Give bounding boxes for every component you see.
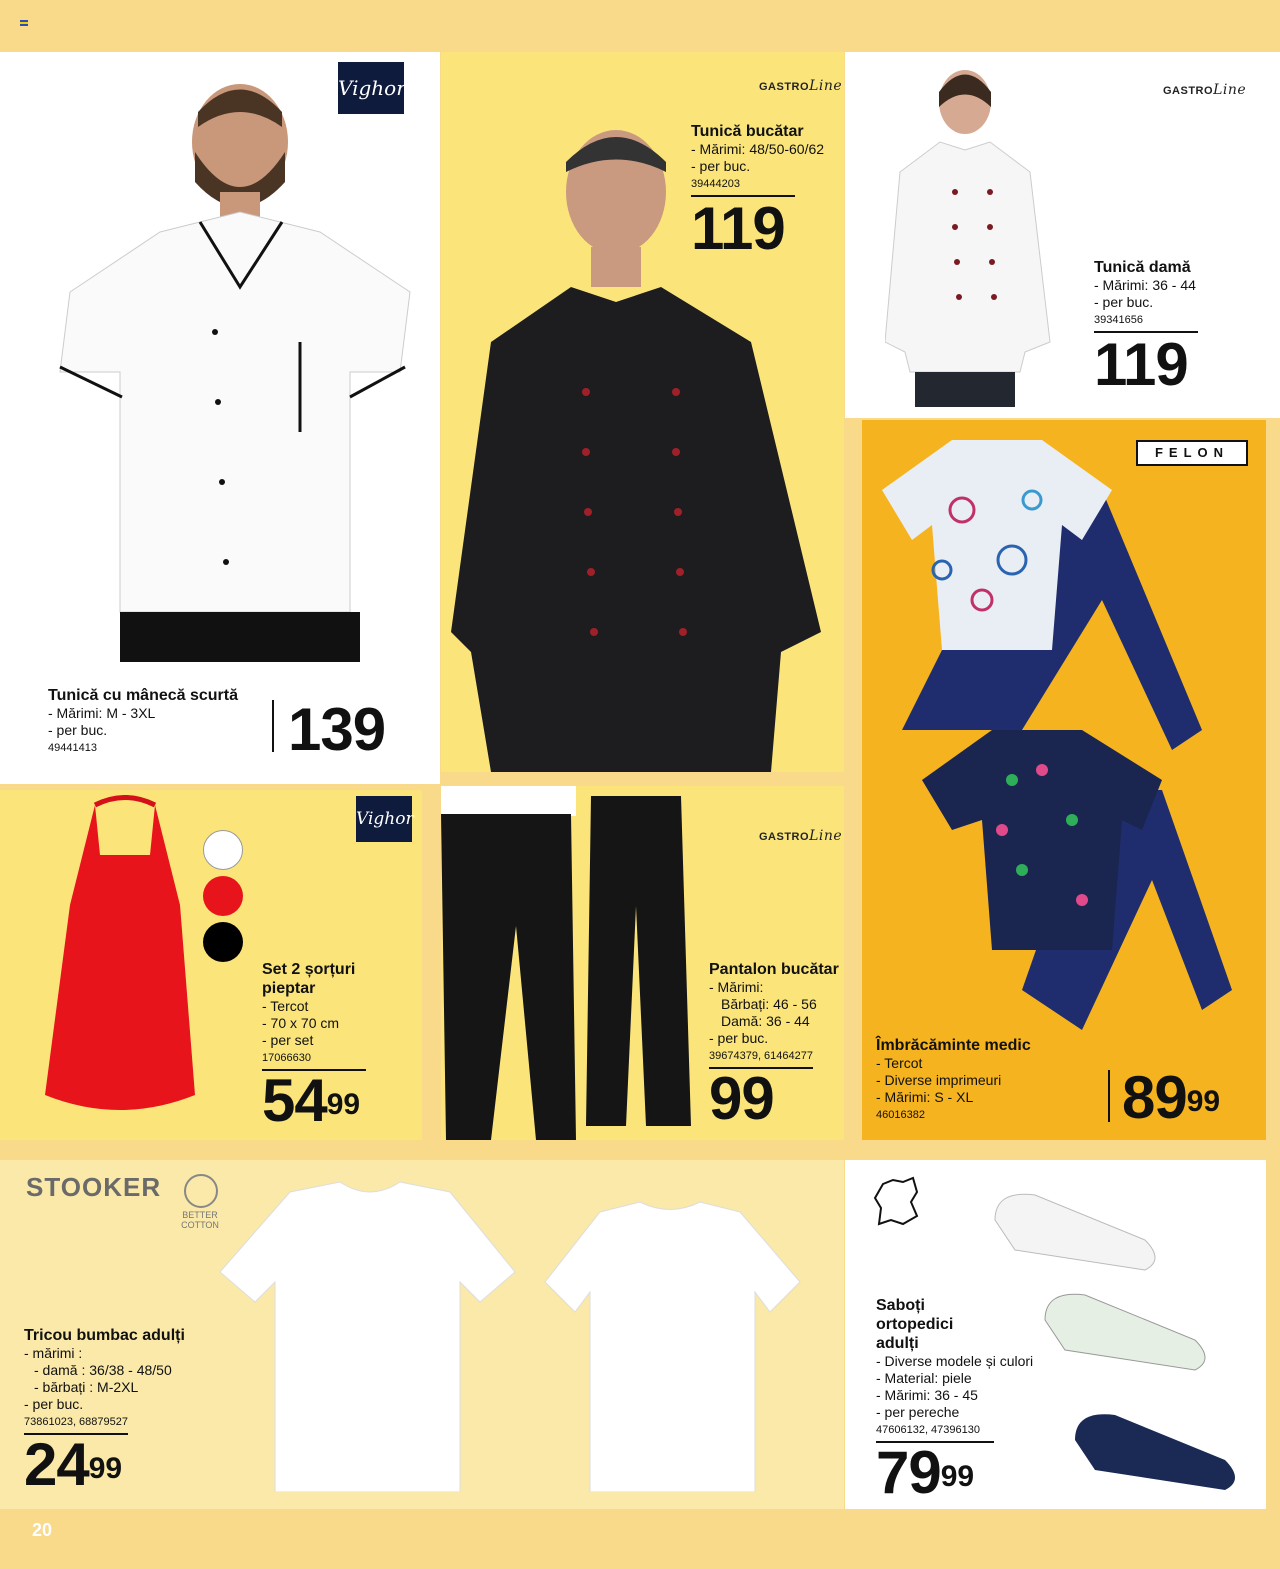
price-divider <box>1108 1070 1110 1122</box>
product-spec: - per buc. <box>691 158 751 174</box>
better-cotton-label: BETTER COTTON <box>181 1210 219 1230</box>
product-code: 39444203 <box>691 178 740 190</box>
price: 99 <box>709 1065 774 1132</box>
top-strip <box>0 0 1280 50</box>
product-spec: - per pereche <box>876 1404 960 1420</box>
product-spec: - Mărimi: M - 3XL <box>48 705 156 721</box>
product-name: Tunică cu mânecă scurtă <box>48 687 238 704</box>
product-spec: - Mărimi: 36 - 45 <box>876 1387 978 1403</box>
product-spec: - per buc. <box>48 722 108 738</box>
product-code: 49441413 <box>48 742 97 754</box>
price: $79^{99}$ <box>876 1439 975 1506</box>
product-spec: - Material: piele <box>876 1370 972 1386</box>
product-spec: Bărbați: 46 - 56 <box>721 996 817 1012</box>
product-name: Tunică bucătar <box>691 123 804 140</box>
product-image-medical-scrubs <box>872 430 1242 1050</box>
product-name: Îmbrăcăminte medic <box>876 1037 1031 1054</box>
price: 139 <box>288 696 386 763</box>
product-spec: Damă: 36 - 44 <box>721 1013 810 1029</box>
product-spec: - mărimi : <box>24 1345 83 1361</box>
product-code: 47606132, 47396130 <box>876 1424 980 1436</box>
product-spec: - per buc. <box>24 1396 84 1412</box>
better-cotton-icon <box>184 1174 218 1208</box>
product-image-white-tunic <box>50 72 420 662</box>
stooker-logo: STOOKER <box>26 1172 162 1202</box>
product-spec: - Tercot <box>262 998 309 1014</box>
product-tunica-scurta[interactable] <box>0 52 440 784</box>
product-spec: - Mărimi: 48/50-60/62 <box>691 141 825 157</box>
color-swatch-red <box>203 876 243 916</box>
vighor-logo: Vighor <box>338 62 404 114</box>
product-spec: - per buc. <box>1094 294 1154 310</box>
product-spec: - Mărimi: 36 - 44 <box>1094 277 1196 293</box>
product-code: 17066630 <box>262 1052 311 1064</box>
product-name: Tricou bumbac adulți <box>24 1327 185 1344</box>
price: $89^{99}$ <box>1122 1064 1221 1131</box>
color-swatch-black <box>203 922 243 962</box>
gastroline-logo: GASTROLine <box>759 828 843 844</box>
product-spec: - Tercot <box>876 1055 923 1071</box>
product-image-black-trousers <box>441 786 701 1140</box>
product-spec: - Mărimi: <box>709 979 764 995</box>
product-image-red-apron <box>40 795 210 1135</box>
price: $54^{99}$ <box>262 1067 361 1134</box>
product-imbracaminte-medic[interactable] <box>862 420 1266 1140</box>
product-name: Tunică damă <box>1094 259 1191 276</box>
product-code: 73861023, 68879527 <box>24 1416 128 1428</box>
leather-icon <box>873 1176 923 1228</box>
product-spec: - Diverse imprimeuri <box>876 1072 1002 1088</box>
product-tunica-bucatar[interactable] <box>441 52 844 772</box>
felon-logo: FELON <box>1136 440 1248 466</box>
price: $24^{99}$ <box>24 1431 123 1498</box>
page-number: 20 <box>32 1520 53 1540</box>
product-spec: - bărbați : M-2XL <box>34 1379 139 1395</box>
price: 119 <box>691 195 785 262</box>
product-spec: - per set <box>262 1032 314 1048</box>
product-image-white-women-tunic <box>885 62 1065 407</box>
price-divider <box>272 700 274 752</box>
product-name: Set 2 șorțuri pieptar <box>262 961 356 997</box>
product-tricou-bumbac[interactable] <box>0 1160 844 1509</box>
gastroline-logo: GASTROLine <box>759 78 843 94</box>
color-swatch-white <box>203 830 243 870</box>
product-code: 39674379, 61464277 <box>709 1050 813 1062</box>
gastroline-logo: GASTROLine <box>1163 82 1247 98</box>
product-pantalon-bucatar[interactable] <box>441 786 844 1140</box>
product-spec: - per buc. <box>709 1030 769 1046</box>
product-spec: - damă : 36/38 - 48/50 <box>34 1362 172 1378</box>
product-set-sorturi[interactable] <box>0 790 422 1140</box>
product-tunica-dama[interactable] <box>845 52 1280 418</box>
product-name: Pantalon bucătar <box>709 961 839 978</box>
price: 119 <box>1094 331 1188 398</box>
product-name: Saboți ortopedici adulți <box>876 1297 954 1352</box>
romania-flag-icon <box>20 20 28 26</box>
product-spec: - Diverse modele și culori <box>876 1353 1034 1369</box>
vighor-logo: Vighor <box>356 796 412 842</box>
product-saboti-ortopedici[interactable] <box>845 1160 1266 1509</box>
product-spec: - Mărimi: S - XL <box>876 1089 974 1105</box>
product-image-white-tshirts <box>220 1172 810 1492</box>
product-spec: - 70 x 70 cm <box>262 1015 340 1031</box>
product-code: 39341656 <box>1094 314 1143 326</box>
product-code: 46016382 <box>876 1109 925 1121</box>
